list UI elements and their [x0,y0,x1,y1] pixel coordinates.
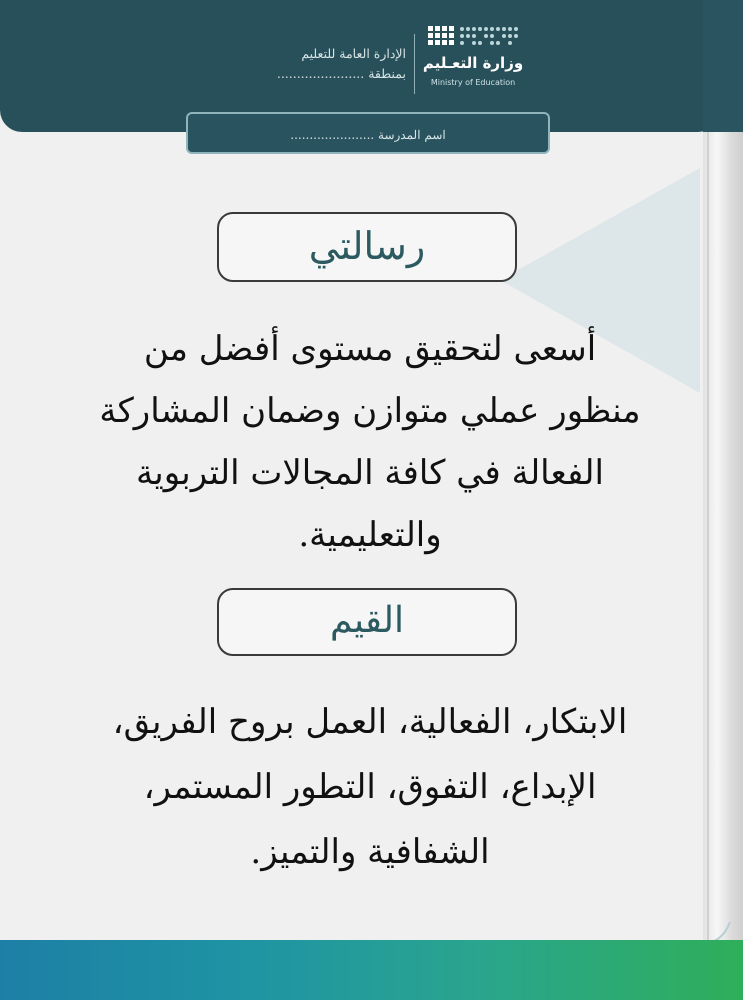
book-spine-strip [703,0,743,1000]
region-field: بمنطقة ...................... [276,66,406,81]
mission-line: والتعليمية. [298,515,442,555]
school-name-tab [186,112,550,154]
footer-gradient-band [0,940,743,1000]
values-text [60,690,680,885]
mission-line: أسعى لتحقيق مستوى أفضل من [143,329,597,369]
values-heading: القيم [329,600,404,641]
mission-line: منظور عملي متوازن وضمان المشاركة [99,391,641,431]
values-line: الإبداع، التفوق، التطور المستمر، [143,767,597,807]
education-administration [236,44,406,84]
values-line: الشفافية والتميز. [250,832,490,872]
mission-line: الفعالة في كافة المجالات التربوية [136,453,604,493]
values-heading-box [217,588,517,656]
header-divider [414,34,415,94]
logo-english-name: Ministry of Education [430,78,516,87]
header-spine [703,0,743,132]
logo-arabic-name: وزارة التعـليم [422,54,524,72]
ministry-logo [422,24,528,96]
values-line: الابتكار، الفعالية، العمل بروح الفريق، [112,702,628,742]
mission-heading: رسالتي [308,224,426,268]
mission-text [60,318,680,566]
logo-dots-icon [426,24,522,50]
admin-title: الإدارة العامة للتعليم [301,46,406,61]
mission-heading-box [217,212,517,282]
school-name-label: اسم المدرسة ...................... [290,128,446,142]
